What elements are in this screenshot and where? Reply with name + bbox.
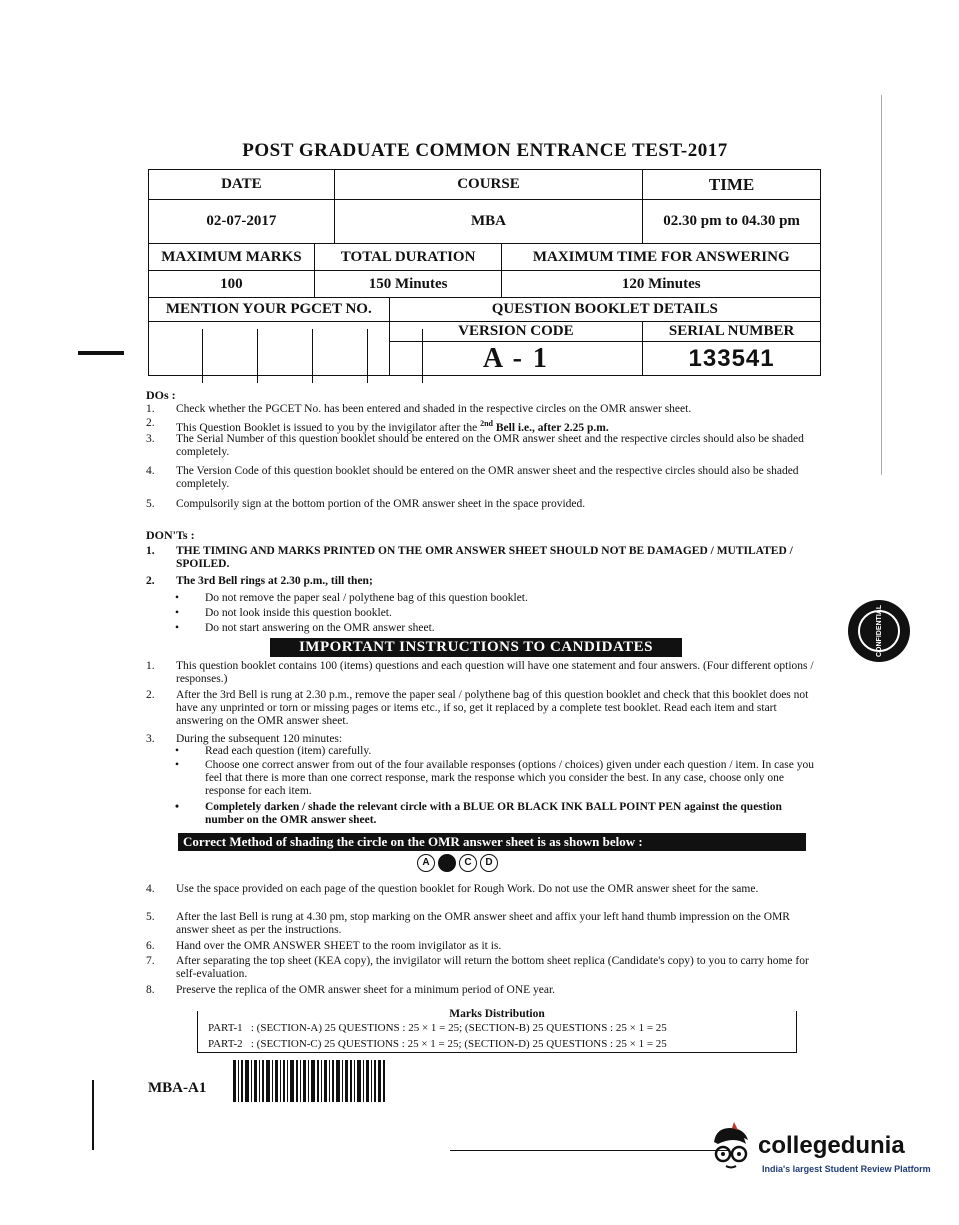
serial-number-label: SERIAL NUMBER xyxy=(643,322,821,342)
list-item: 1. Check whether the PGCET No. has been entered and shaded in the respective circles on the OMR answer sheet. xyxy=(146,403,692,415)
margin-line xyxy=(92,1080,94,1150)
pgcet-box-dividers xyxy=(148,329,423,383)
max-time-label: MAXIMUM TIME FOR ANSWERING xyxy=(502,244,821,271)
list-item: 1. This question booklet contains 100 (items) questions and each question will have one statement and four answers. (Four different options / responses.) xyxy=(146,660,814,685)
list-item: 6. Hand over the OMR ANSWER SHEET to the room invigilator as it is. xyxy=(146,940,502,952)
list-item: 5. After the last Bell is rung at 4.30 pm, stop marking on the OMR answer sheet and affix your left hand thumb impression on the OMR answer sheet as per the instructions. xyxy=(146,911,790,936)
list-item: • Do not remove the paper seal / polythene bag of this question booklet. xyxy=(175,592,528,604)
confidential-seal: CONFIDENTIAL xyxy=(848,600,910,662)
marks-distribution-title: Marks Distribution xyxy=(198,1008,796,1020)
collegedunia-mascot-icon xyxy=(704,1122,756,1174)
correct-method-banner: Correct Method of shading the circle on the OMR answer sheet is as shown below : xyxy=(178,833,806,851)
list-item: • Completely darken / shade the relevant circle with a BLUE OR BLACK INK BALL POINT PEN against the question number on the OMR answer sheet. xyxy=(175,801,782,826)
exam-title: POST GRADUATE COMMON ENTRANCE TEST-2017 xyxy=(242,140,728,161)
serial-number-value: 133541 xyxy=(643,342,821,376)
list-item: 2. After the 3rd Bell is rung at 2.30 p.m., remove the paper seal / polythene bag of this question booklet and check that this booklet does not have any unprinted or torn or missing pages or items etc., if so, get it replaced by a complete test booklet. Read each item and start answering on the OMR answer sheet. xyxy=(146,689,809,727)
list-item: • Do not start answering on the OMR answer sheet. xyxy=(175,622,435,634)
list-item: • Read each question (item) carefully. xyxy=(175,745,372,757)
list-item: 5. Compulsorily sign at the bottom portion of the OMR answer sheet in the space provided. xyxy=(146,498,586,510)
list-item: 2. The 3rd Bell rings at 2.30 p.m., till then; xyxy=(146,575,373,587)
list-item: 4. Use the space provided on each page of the question booklet for Rough Work. Do not use the OMR answer sheet for the same. xyxy=(146,883,759,895)
time-value: 02.30 pm to 04.30 pm xyxy=(643,200,821,244)
option-d-circle: D xyxy=(480,854,498,872)
total-duration-value: 150 Minutes xyxy=(314,271,502,298)
list-item: 3. The Serial Number of this question booklet should be entered on the OMR answer sheet and the respective circles should also be shaded completely. xyxy=(146,433,804,458)
version-code-label: VERSION CODE xyxy=(389,322,643,342)
option-a-circle: A xyxy=(417,854,435,872)
barcode xyxy=(233,1060,385,1102)
date-value: 02-07-2017 xyxy=(149,200,335,244)
page-edge-line xyxy=(881,95,882,475)
margin-mark xyxy=(78,351,124,355)
signature-line xyxy=(450,1150,730,1151)
omr-circle-example xyxy=(417,854,498,872)
list-item: • Choose one correct answer from out of the four available responses (options / choices) given under each question / item. In case you feel that there is more than one correct response, mark the response which you consider the best. In any case, choose only one response for each item. xyxy=(175,759,814,797)
max-time-value: 120 Minutes xyxy=(502,271,821,298)
list-item: 3. During the subsequent 120 minutes: xyxy=(146,733,343,745)
list-item: 7. After separating the top sheet (KEA copy), the invigilator will return the bottom sheet replica (Candidate's copy) to you to carry home for self-evaluation. xyxy=(146,955,809,980)
marks-distribution-box: Marks Distribution PART-1 : (SECTION-A) 25 QUESTIONS : 25 × 1 = 25; (SECTION-B) 25 QUESTIONS : 25 × 1 = 25 PART-2 : (SECTION-C) 25 QUESTIONS : 25 × 1 = 25; (SECTION-D) 25 QUESTIONS : 25 × 1 = 25 xyxy=(197,1011,797,1053)
max-marks-label: MAXIMUM MARKS xyxy=(149,244,315,271)
list-item: • Do not look inside this question booklet. xyxy=(175,607,392,619)
version-code-value: A - 1 xyxy=(389,342,643,376)
date-label: DATE xyxy=(149,170,335,200)
max-marks-value: 100 xyxy=(149,271,315,298)
course-label: COURSE xyxy=(334,170,642,200)
list-item: 4. The Version Code of this question booklet should be entered on the OMR answer sheet and the respective circles should also be shaded completely. xyxy=(146,465,799,490)
dos-heading: DOs : xyxy=(146,388,176,402)
list-item: 1. THE TIMING AND MARKS PRINTED ON THE OMR ANSWER SHEET SHOULD NOT BE DAMAGED / MUTILATED / SPOILED. xyxy=(146,545,793,570)
option-b-filled-circle xyxy=(438,854,456,872)
list-item: 8. Preserve the replica of the OMR answer sheet for a minimum period of ONE year. xyxy=(146,984,556,996)
course-value: MBA xyxy=(334,200,642,244)
collegedunia-logo: collegedunia xyxy=(758,1132,905,1159)
booklet-details-label: QUESTION BOOKLET DETAILS xyxy=(389,298,820,322)
booklet-code: MBA-A1 xyxy=(148,1080,207,1096)
collegedunia-tagline: India's largest Student Review Platform xyxy=(762,1164,931,1174)
time-label: TIME xyxy=(643,170,821,200)
donts-heading: DON'Ts : xyxy=(146,528,195,542)
pgcet-label: MENTION YOUR PGCET NO. xyxy=(149,298,390,322)
important-instructions-heading: IMPORTANT INSTRUCTIONS TO CANDIDATES xyxy=(270,638,682,657)
option-c-circle: C xyxy=(459,854,477,872)
list-item: 2. This Question Booklet is issued to you by the invigilator after the $^{2nd}$ Bell i.e., after 2.25 p.m. xyxy=(146,417,609,434)
total-duration-label: TOTAL DURATION xyxy=(314,244,502,271)
